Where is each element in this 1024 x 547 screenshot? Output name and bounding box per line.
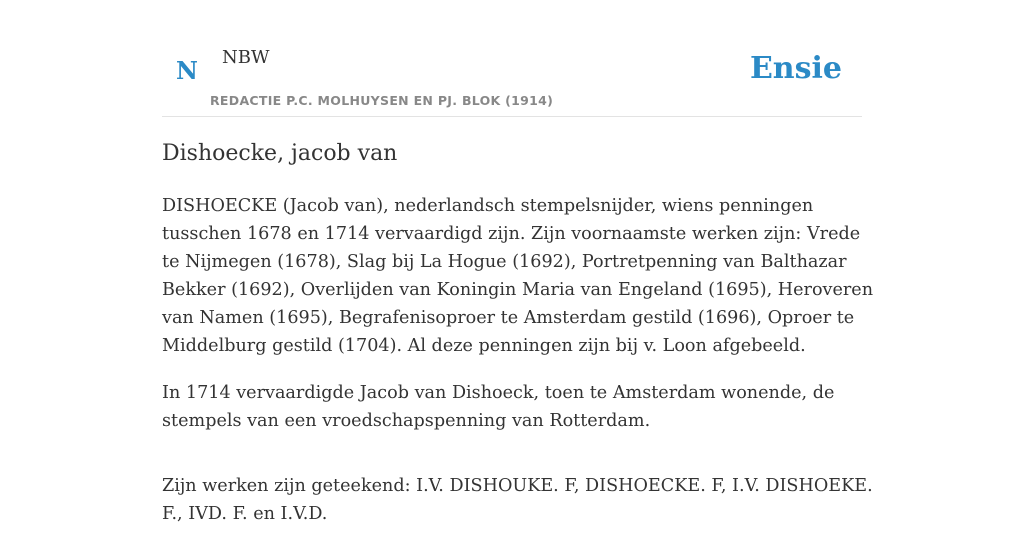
source-title[interactable]: NBW bbox=[222, 47, 270, 68]
page bbox=[162, 0, 874, 524]
entry-paragraph: Zijn werken zijn geteekend: I.V. DISHOUKE. F, DISHOECKE. F, I.V. DISHOEKE. F., IVD. F. en I.V.D. bbox=[162, 476, 873, 524]
ensie-logo[interactable]: Ensie bbox=[749, 51, 842, 86]
entry-title: Dishoecke, jacob van bbox=[162, 141, 398, 166]
source-logo[interactable]: N bbox=[176, 56, 198, 85]
source-editors: REDACTIE P.C. MOLHUYSEN EN PJ. BLOK (1914) bbox=[210, 93, 554, 108]
source-header bbox=[162, 0, 862, 117]
entry-paragraph: In 1714 vervaardigde Jacob van Dishoeck, toen te Amsterdam wonende, de stempels van een vroedschapspenning van Rotterdam. bbox=[162, 383, 835, 431]
entry-paragraph: DISHOECKE (Jacob van), nederlandsch stempelsnijder, wiens penningen tusschen 1678 en 1714 vervaardigd zijn. Zijn voornaamste werken zijn: Vrede te Nijmegen (1678), Slag bij La Hogue (1692), Portretpenning van Balthazar Bekker (1692), Overlijden van Koningin Maria van Engeland (1695), Heroveren van Namen (1695), Begrafenisoproer te Amsterdam gestild (1696), Oproer te Middelburg gestild (1704). Al deze penningen zijn bij v. Loon afgebeeld. bbox=[162, 196, 874, 356]
entry-body bbox=[162, 192, 874, 547]
